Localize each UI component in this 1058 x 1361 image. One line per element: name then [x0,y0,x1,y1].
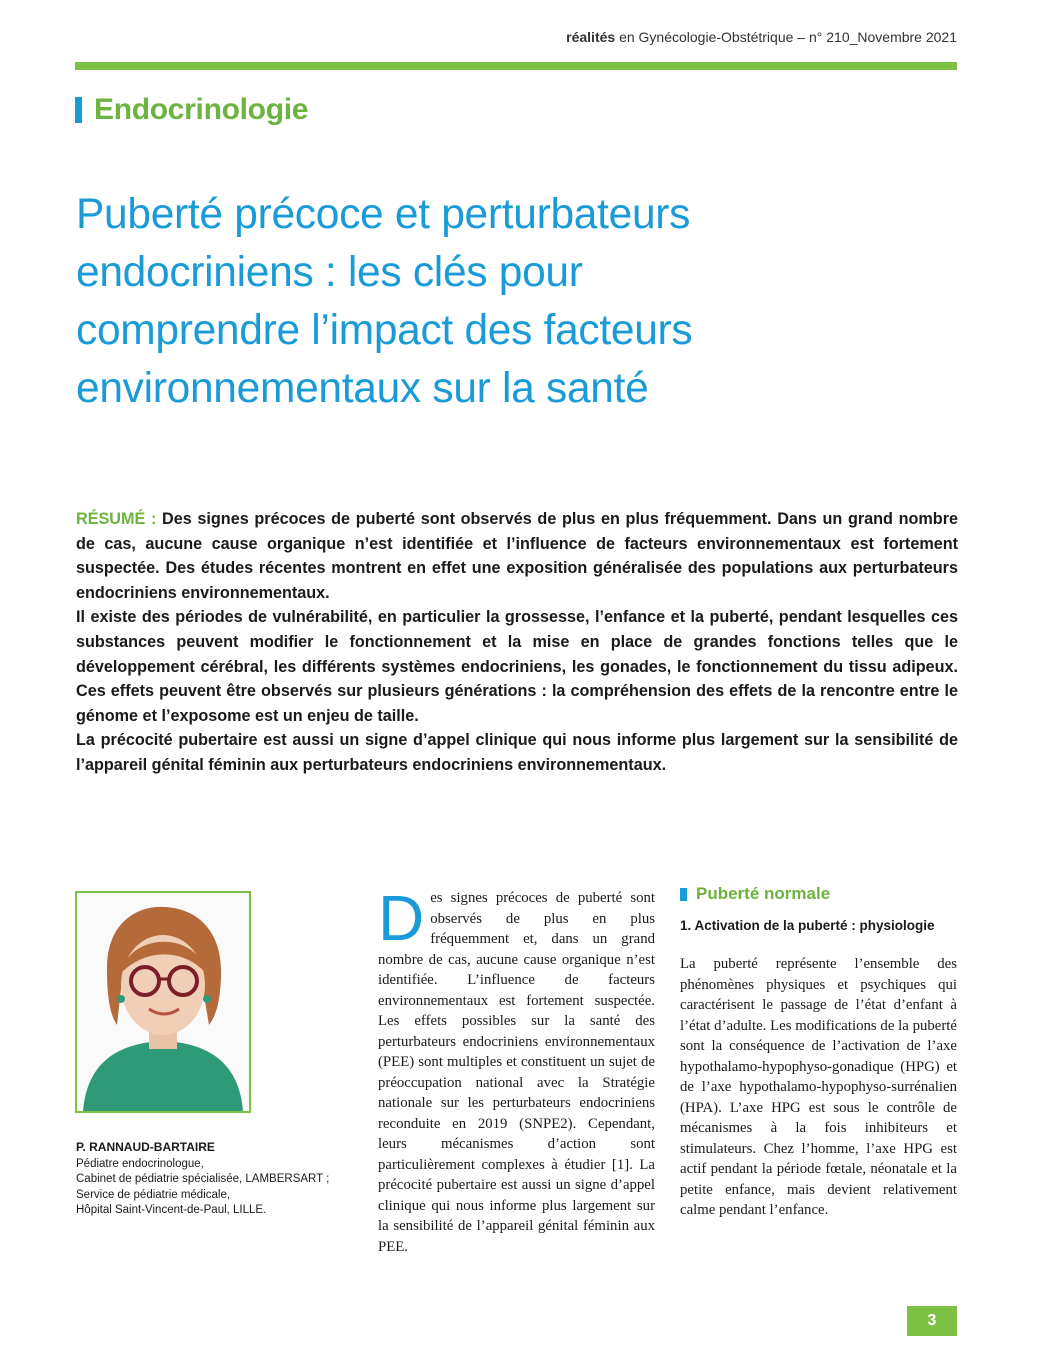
author-affiliation: Hôpital Saint-Vincent-de-Paul, LILLE. [76,1204,267,1216]
section-title: Endocrinologie [94,93,309,126]
abstract-label: RÉSUMÉ : [76,510,157,528]
article-title-line: Puberté précoce et perturbateurs [76,191,691,238]
author-affiliation: Cabinet de pédiatrie spécialisée, LAMBERSART ; [76,1173,330,1185]
article-title-line: comprendre l’impact des facteurs [76,307,693,354]
author-photo [75,891,251,1113]
right-column [680,884,957,1221]
abstract-paragraph [76,507,958,605]
author-affiliation: Service de pédiatrie médicale, [76,1188,231,1201]
abstract-paragraph: Il existe des périodes de vulnérabilité, en particulier la grossesse, l’enfance et la puberté, pendant lesquelles ces substances peuvent modifier le fonctionnement et la mise en place de grandes fonctions telles que le développement cérébral, les différents systèmes endocriniens, les gonades, le fonctionnement du tissu adipeux. Ces effets peuvent être observés sur plusieurs générations : la compréhension des effets de la rencontre entre le génome et l’exposome est un enjeu de taille. [76,608,958,725]
article-title [76,186,956,418]
section-label [75,93,308,127]
author-info [76,1140,356,1219]
article-title-line: environnementaux sur la santé [76,365,649,412]
abstract [76,507,958,778]
intro-text: es signes précoces de puberté sont observés de plus en plus fréquemment et, dans un grand nombre de cas, aucune cause organique n’est identifiée. L’influence de facteurs environnementaux est fortement suspectée. Les effets possibles sur la santé des perturbateurs endocriniens environnementaux (PEE) sont multiples et constituent un sujet de préoccupation national avec la Stratégie nationale sur les perturbateurs endocriniens reconduite en 2019 (SNPE2). Cependant, leurs mécanismes d’action sont particulièrement complexes à étudier [1]. La précocité pubertaire est aussi un signe d’appel clinique qui nous informe plus largement sur la sensibilité de l’appareil génital féminin aux PEE. [378,890,655,1255]
journal-brand: réalités [566,29,616,45]
body-paragraph: La puberté représente l’ensemble des phénomènes physiques et psychiques qui caractérisent le passage de l’état d’enfant à l’état d’adulte. Les modifications de la puberté sont la conséquence de l’activation de l’axe hypothalamo-hypophyso-gonadique (HPG) et de l’axe hypothalamo-hypophyso-surrénalien (HPA). L’axe HPG est sous le contrôle de mécanismes à la fois inhibiteurs et stimulateurs. Chez l’homme, l’axe HPG est actif pendant la période fœtale, néonatale et la petite enfance, mais devient relativement calme pendant l’enfance. [680,956,957,1218]
author-name: P. RANNAUD-BARTAIRE [76,1140,215,1154]
intro-column [378,882,655,1257]
sub-subheading: 1. Activation de la puberté : physiologie [680,918,935,933]
journal-issue: en Gynécologie-Obstétrique – n° 210_Novembre 2021 [615,29,957,45]
abstract-paragraph: La précocité pubertaire est aussi un signe d’appel clinique qui nous informe plus largement sur la sensibilité de l’appareil génital féminin aux perturbateurs endocriniens environnementaux. [76,731,958,774]
header-rule [75,62,957,70]
article-title-line: endocriniens : les clés pour [76,249,583,296]
author-portrait-illustration [77,893,249,1111]
page-number: 3 [907,1306,957,1336]
abstract-text: Des signes précoces de puberté sont observés de plus en plus fréquemment. Dans un grand nombre de cas, aucune cause organique n’est identifiée et l’influence de facteurs environnementaux est fortement suspectée. Des études récentes montrent en effet une exposition généralisée des populations aux perturbateurs endocriniens environnementaux. [76,510,958,602]
journal-header [566,29,957,45]
drop-cap: D [378,882,425,954]
subheading-marker [680,888,687,901]
section-marker [75,97,82,123]
author-affiliation: Pédiatre endocrinologue, [76,1157,204,1170]
subheading [680,884,957,904]
subheading-text: Puberté normale [696,884,831,903]
